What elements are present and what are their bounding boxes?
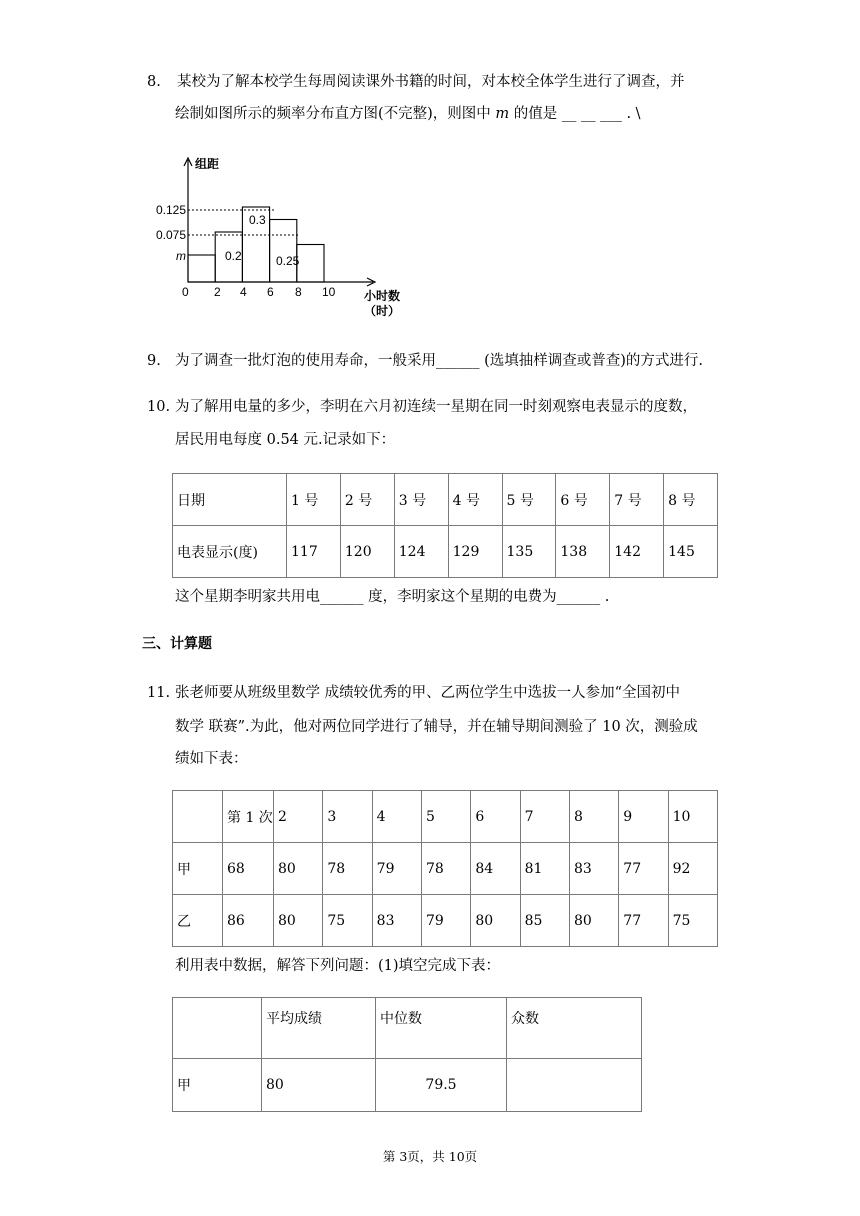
table-cell: 83 [372, 895, 421, 947]
section-title: 三、计算题 [142, 636, 212, 652]
table-cell: 甲 [173, 843, 223, 895]
table-cell: 80 [274, 895, 323, 947]
table-cell: 80 [274, 843, 323, 895]
table-cell: 1 号 [287, 474, 341, 526]
table-row [173, 526, 718, 578]
frequency-histogram [156, 150, 401, 325]
table-cell: 8 [569, 791, 618, 843]
table-cell: 68 [223, 843, 274, 895]
table-cell: 79 [372, 843, 421, 895]
table-cell: 78 [323, 843, 372, 895]
bar-label-03: 0.3 [249, 213, 266, 227]
table-header-median: 中位数 [376, 998, 507, 1059]
table-row [173, 998, 642, 1059]
table-cell: 甲 [173, 1059, 262, 1112]
table-cell: 7 [520, 791, 569, 843]
table-cell: 5 [421, 791, 470, 843]
table-cell: 日期 [173, 474, 287, 526]
histogram-bar [188, 255, 215, 282]
table-cell: 10 [668, 791, 717, 843]
table-row [173, 895, 718, 947]
y-tick-0075: 0.075 [156, 228, 187, 242]
x-axis-label: 小时数 [364, 289, 401, 303]
table-cell: 92 [668, 843, 717, 895]
q9-number: 9. [147, 353, 161, 369]
q10-line2: 居民用电每度 0.54 元.记录如下： [175, 432, 396, 448]
q8-variable-m: m [495, 106, 510, 122]
table-cell: 79.5 [376, 1059, 507, 1112]
table-cell: 78 [421, 843, 470, 895]
table-cell: 120 [340, 526, 394, 578]
table-cell: 117 [287, 526, 341, 578]
table-cell: 138 [556, 526, 610, 578]
q11-line3: 绩如下表： [175, 751, 248, 767]
table-cell: 75 [668, 895, 717, 947]
table-cell: 2 号 [340, 474, 394, 526]
q8-number: 8. [147, 74, 161, 90]
table-cell: 4 [372, 791, 421, 843]
table-cell: 3 [323, 791, 372, 843]
scores-table [172, 790, 718, 947]
page-footer: 第 3页，共 10页 [382, 1149, 478, 1164]
table-cell: 77 [619, 895, 668, 947]
electricity-table [172, 473, 718, 578]
table-cell: 80 [471, 895, 520, 947]
table-header-mode: 众数 [507, 998, 642, 1059]
x-tick-8: 8 [295, 285, 302, 299]
bar-label-02: 0.2 [225, 249, 242, 263]
table-cell: 75 [323, 895, 372, 947]
table-cell: 80 [569, 895, 618, 947]
table-cell: 142 [610, 526, 664, 578]
table-cell [507, 1059, 642, 1112]
table-cell: 乙 [173, 895, 223, 947]
table-cell: 2 [274, 791, 323, 843]
table-cell: 8 号 [664, 474, 718, 526]
x-axis-unit: （时） [364, 304, 401, 318]
q8-line2-post: 的值是 __ __ ___ . \ [513, 106, 641, 122]
table-cell: 135 [502, 526, 556, 578]
q8-line1: 某校为了解本校学生每周阅读课外书籍的时间，对本校全体学生进行了调查，并 [177, 74, 685, 90]
q10-line1: 为了解用电量的多少，李明在六月初连续一星期在同一时刻观察电表显示的度数， [175, 399, 697, 415]
y-axis-label: 组距 [195, 157, 220, 171]
table-cell: 83 [569, 843, 618, 895]
table-cell: 9 [619, 791, 668, 843]
bar-label-025: 0.25 [276, 254, 300, 268]
table-header-average: 平均成绩 [262, 998, 376, 1059]
q11-line2: 数学 联赛”.为此，他对两位同学进行了辅导，并在辅导期间测验了 10 次，测验成 [175, 719, 698, 735]
table-cell: 80 [262, 1059, 376, 1112]
histogram-bar [297, 245, 324, 283]
q9-text: 为了调查一批灯泡的使用寿命，一般采用______ (选填抽样调查或普查)的方式进行. [175, 353, 704, 369]
x-tick-4: 4 [240, 285, 247, 299]
table-row [173, 791, 718, 843]
x-tick-6: 6 [267, 285, 274, 299]
table-row [173, 1059, 642, 1112]
table-cell: 145 [664, 526, 718, 578]
table-cell [173, 998, 262, 1059]
table-row [173, 474, 718, 526]
table-cell: 电表显示(度) [173, 526, 287, 578]
table-cell: 81 [520, 843, 569, 895]
q11-instruction: 利用表中数据，解答下列问题：(1)填空完成下表： [175, 958, 501, 974]
x-tick-10: 10 [322, 285, 336, 299]
q10-number: 10. [147, 399, 171, 415]
histogram-bar [270, 220, 297, 283]
table-cell: 124 [394, 526, 448, 578]
x-tick-2: 2 [214, 285, 221, 299]
table-cell: 77 [619, 843, 668, 895]
table-cell: 4 号 [448, 474, 502, 526]
q11-line1: 张老师要从班级里数学 成绩较优秀的甲、乙两位学生中选拔一人参加“全国初中 [175, 685, 681, 701]
table-cell: 7 号 [610, 474, 664, 526]
table-cell: 79 [421, 895, 470, 947]
table-cell: 5 号 [502, 474, 556, 526]
q10-after-text: 这个星期李明家共用电______ 度，李明家这个星期的电费为______ . [175, 589, 610, 605]
q11-number: 11. [147, 685, 171, 701]
table-cell: 85 [520, 895, 569, 947]
q8-line2-pre: 绘制如图所示的频率分布直方图(不完整)，则图中 [175, 106, 491, 122]
table-cell: 84 [471, 843, 520, 895]
q8-line2 [175, 104, 641, 124]
table-cell: 3 号 [394, 474, 448, 526]
table-cell: 86 [223, 895, 274, 947]
y-tick-m: m [176, 249, 186, 263]
origin-label: 0 [182, 285, 189, 299]
table-cell: 6 [471, 791, 520, 843]
y-tick-0125: 0.125 [156, 203, 187, 217]
table-row [173, 843, 718, 895]
table-cell [173, 791, 223, 843]
statistics-table [172, 997, 642, 1112]
table-cell: 6 号 [556, 474, 610, 526]
table-cell: 第 1 次 [223, 791, 274, 843]
table-cell: 129 [448, 526, 502, 578]
